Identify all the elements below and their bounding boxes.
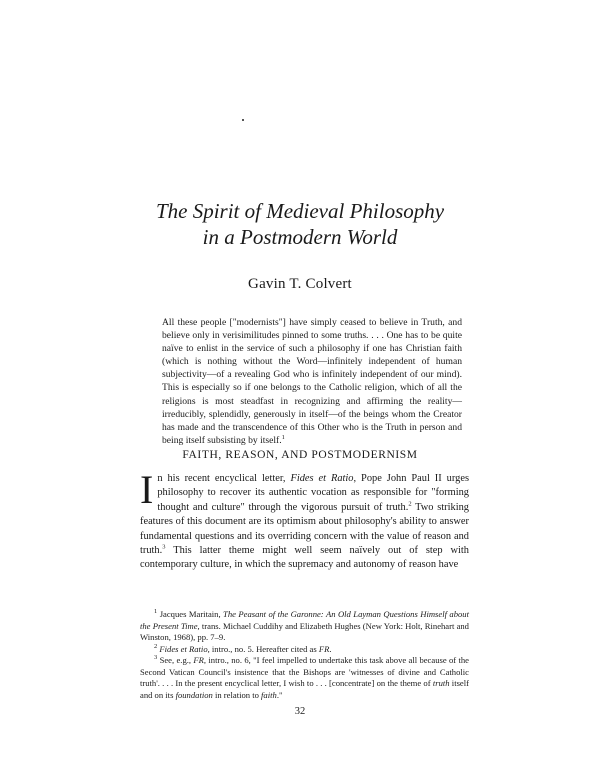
footnote-2-text: , intro., no. 5. Hereafter cited as xyxy=(207,643,319,654)
footnote-ref-1: 1 xyxy=(281,433,285,441)
footnote-3-abbrev: FR xyxy=(193,655,204,665)
footnote-2-abbrev: FR xyxy=(318,643,330,654)
footnote-3-foundation: foundation xyxy=(175,689,213,700)
footnote-3-text-e: ." xyxy=(276,689,283,700)
footnote-2-title: Fides et Ratio xyxy=(159,643,208,654)
footnotes xyxy=(140,609,469,701)
footnote-2-number: 2 xyxy=(154,642,158,650)
body-p1-ital: Fides et Ratio xyxy=(290,473,354,484)
body-p1-b: , Pope John Paul II urges philosophy to recover its authentic vocation as responsible for "forming thought and culture" through the vigorous pursuit of truth. xyxy=(157,473,469,513)
section-heading: FAITH, REASON, AND POSTMODERNISM xyxy=(182,449,418,461)
footnote-3 xyxy=(140,655,469,701)
epigraph-text: All these people ["modernists"] have simply ceased to believe in Truth, and believe only in verisimilitudes pinned to some truths. . . . One has to be quite naïve to enlist in the service of such a philosophy if one has Christian faith (which is nothing without the Word—infinitely independent of human subjectivity—of a revealing God who is infinitely independent of our mind). This is especially so if one belongs to the Catholic religion, which of all the religions is most steadfast in recognizing and affirming the reality—irreducibly, splendidly, generously in itself—of the beings whom the Creator has made and the transcendence of this Other who is the Truth in person and being itself subsisting by itself. xyxy=(162,317,462,446)
author-name: Gavin T. Colvert xyxy=(248,276,352,292)
body-p1-a: n his recent encyclical letter, xyxy=(157,473,291,484)
footnote-2 xyxy=(140,644,469,656)
footnote-1-number: 1 xyxy=(154,608,158,616)
footnote-1-title: The Peasant of the Garonne: An Old Layman Questions Himself about the Present Time xyxy=(140,609,469,631)
footnote-2-end: . xyxy=(329,643,332,654)
footnote-3-truth: truth xyxy=(432,678,450,688)
footnote-ref-2: 2 xyxy=(408,500,412,508)
footnote-1-text-b: , trans. Michael Cuddihy and Elizabeth Hughes (New York: Holt, Rinehart and Winston, 1968), pp. 7–9. xyxy=(140,620,469,642)
title-line-2: in a Postmodern World xyxy=(202,225,398,249)
title-line-1: The Spirit of Medieval Philosophy xyxy=(155,199,445,223)
footnote-3-text-d: in relation to xyxy=(212,689,262,700)
footnote-3-text-b: , intro., no. 6, "I feel impelled to undertake this task above all because of the Second Vatican Council's insistence that the Bishops are 'witnesses of divine and Catholic truth'. . . . In the present encyclical letter, I wish to . . . [concentrate] on the theme of xyxy=(140,655,469,688)
footnote-3-text-a: See, e.g., xyxy=(157,655,194,665)
drop-cap: I xyxy=(140,467,154,512)
article-title xyxy=(0,198,600,250)
epigraph xyxy=(162,316,462,447)
body-paragraph xyxy=(140,467,470,573)
footnote-3-number: 3 xyxy=(154,654,158,662)
footnote-3-text-c: itself and on its xyxy=(140,678,469,700)
footnote-3-faith: faith xyxy=(261,689,277,700)
body-p1-c: Two striking features of this document are its optimism about philosophy's ability to answer fundamental questions and its overriding concern with the value of reason and truth. xyxy=(140,501,470,557)
body-p1-d: This latter theme might well seem naïvely out of step with contemporary culture, in which the supremacy and autonomy of reason have xyxy=(140,545,469,571)
footnote-ref-3: 3 xyxy=(162,543,166,551)
body-text xyxy=(140,467,470,573)
footnote-1 xyxy=(140,609,469,644)
page-number: 32 xyxy=(294,706,306,717)
epigraph-paragraph xyxy=(162,316,462,447)
footnote-1-text-a: Jacques Maritain, xyxy=(157,609,224,619)
stray-mark xyxy=(242,119,244,121)
